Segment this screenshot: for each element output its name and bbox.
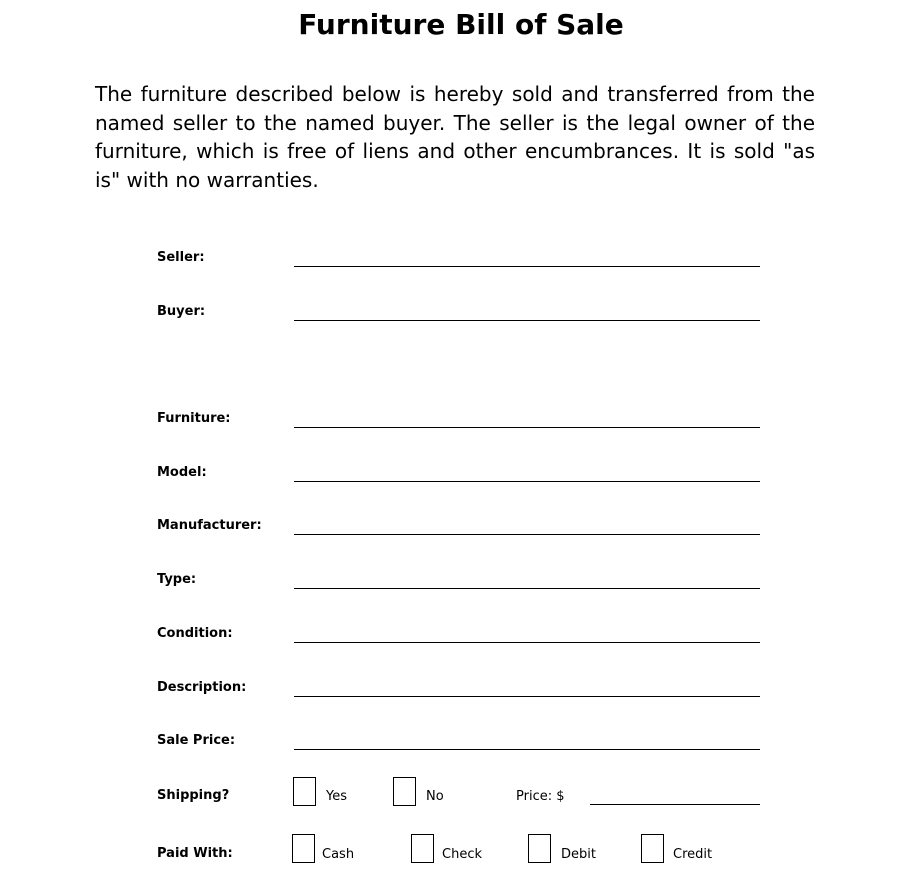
furniture-label: Furniture: [157, 411, 231, 426]
manufacturer-field[interactable] [294, 534, 760, 535]
type-field[interactable] [294, 588, 760, 589]
paid-cash-checkbox[interactable] [292, 834, 315, 863]
paid-debit-checkbox[interactable] [528, 834, 551, 863]
seller-field[interactable] [294, 266, 760, 267]
shipping-no-label: No [426, 789, 444, 804]
shipping-yes-checkbox[interactable] [293, 777, 316, 806]
shipping-yes-label: Yes [326, 789, 347, 804]
intro-paragraph: The furniture described below is hereby sold and transferred from the named seller to the named buyer. The seller is the legal owner of the furniture, which is free of liens and other encumbrances. It is sold "as is" with no warranties. [95, 82, 815, 192]
buyer-field[interactable] [294, 320, 760, 321]
manufacturer-label: Manufacturer: [157, 518, 262, 533]
paid-with-label: Paid With: [157, 846, 233, 861]
furniture-field[interactable] [294, 427, 760, 428]
paid-check-checkbox[interactable] [411, 834, 434, 863]
paid-cash-label: Cash [322, 847, 355, 862]
description-label: Description: [157, 680, 247, 695]
paid-check-label: Check [442, 847, 482, 862]
model-label: Model: [157, 465, 207, 480]
type-label: Type: [157, 572, 197, 587]
seller-label: Seller: [157, 250, 205, 265]
shipping-label: Shipping? [157, 788, 230, 803]
shipping-no-checkbox[interactable] [393, 777, 416, 806]
condition-field[interactable] [294, 642, 760, 643]
paid-debit-label: Debit [561, 847, 596, 862]
sale-price-field[interactable] [294, 749, 760, 750]
document-title: Furniture Bill of Sale [298, 8, 624, 41]
shipping-price-field[interactable] [590, 804, 760, 805]
paid-credit-label: Credit [673, 847, 713, 862]
model-field[interactable] [294, 481, 760, 482]
description-field[interactable] [294, 696, 760, 697]
shipping-price-label: Price: $ [516, 789, 565, 804]
paid-credit-checkbox[interactable] [641, 834, 664, 863]
sale-price-label: Sale Price: [157, 733, 236, 748]
condition-label: Condition: [157, 626, 233, 641]
buyer-label: Buyer: [157, 304, 206, 319]
